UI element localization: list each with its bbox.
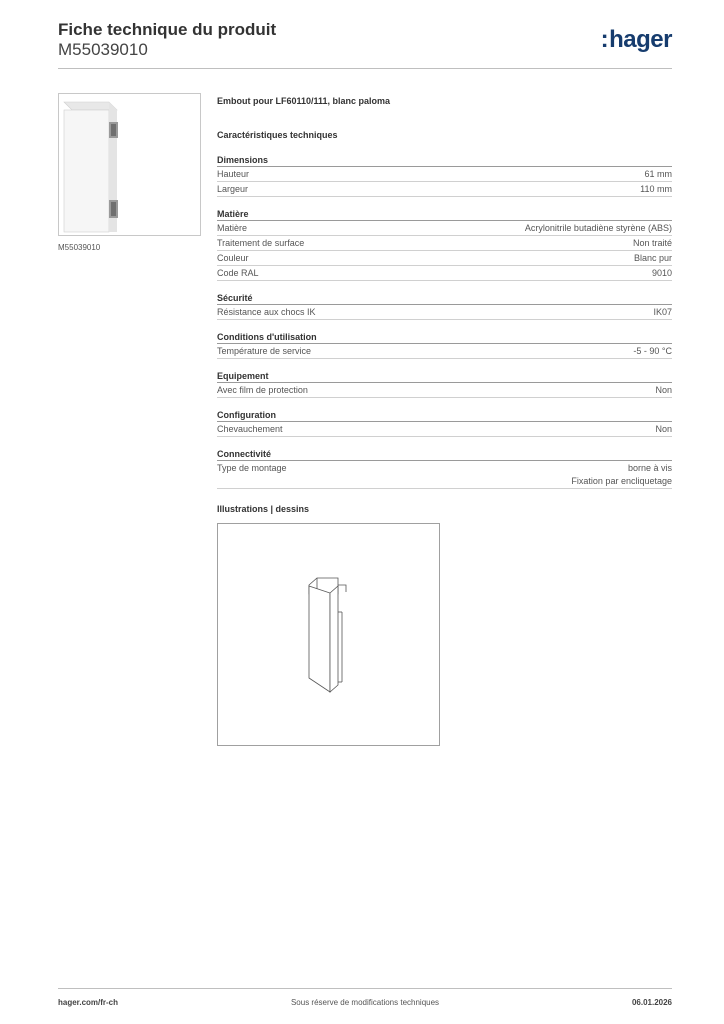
spec-label: Traitement de surface xyxy=(217,238,305,248)
spec-content xyxy=(217,96,672,489)
section-title: Conditions d'utilisation xyxy=(217,331,672,344)
spec-value-line: Non xyxy=(655,385,672,395)
end-cap-thumbnail-icon xyxy=(59,94,200,235)
spec-row xyxy=(217,305,672,320)
footer-website-link[interactable]: hager.com/fr-ch xyxy=(58,998,119,1007)
spec-value-line: borne à vis xyxy=(627,463,672,473)
spec-value-line: Fixation par encliquetage xyxy=(571,476,672,486)
footer-disclaimer: Sous réserve de modifications techniques xyxy=(290,998,440,1007)
spec-row xyxy=(217,236,672,251)
spec-value-line: 110 mm xyxy=(640,184,672,194)
header-divider xyxy=(58,68,672,69)
thumbnail-caption: M55039010 xyxy=(58,243,101,252)
spec-section xyxy=(217,448,672,489)
spec-value-line: IK07 xyxy=(653,307,672,317)
section-title: Sécurité xyxy=(217,292,672,305)
spec-section xyxy=(217,154,672,197)
spec-value xyxy=(633,237,672,250)
spec-value-line: Blanc pur xyxy=(633,253,672,263)
spec-label: Avec film de protection xyxy=(217,385,308,395)
spec-value-line: Non traité xyxy=(632,238,672,248)
spec-value-line: Acrylonitrile butadiène styrène (ABS) xyxy=(524,223,672,233)
spec-row xyxy=(217,422,672,437)
spec-section xyxy=(217,409,672,437)
spec-value xyxy=(653,306,672,319)
spec-row xyxy=(217,182,672,197)
spec-label: Matière xyxy=(217,223,248,233)
spec-value xyxy=(652,267,672,280)
spec-value xyxy=(640,183,672,196)
spec-section xyxy=(217,331,672,359)
spec-section xyxy=(217,370,672,398)
spec-value xyxy=(525,222,672,235)
spec-label: Couleur xyxy=(217,253,249,263)
spec-value xyxy=(634,252,672,265)
spec-value-line: 61 mm xyxy=(644,169,672,179)
spec-row xyxy=(217,221,672,236)
spec-row xyxy=(217,251,672,266)
spec-sections xyxy=(217,154,672,489)
spec-value-line: 9010 xyxy=(651,268,672,278)
spec-label: Chevauchement xyxy=(217,424,283,434)
spec-value-line: Non xyxy=(655,424,672,434)
spec-row xyxy=(217,344,672,359)
spec-label: Code RAL xyxy=(217,268,259,278)
spec-label: Hauteur xyxy=(217,169,250,179)
product-reference: M55039010 xyxy=(58,40,148,59)
spec-value xyxy=(633,345,672,358)
spec-row xyxy=(217,461,672,489)
footer-divider xyxy=(58,988,672,989)
section-title: Matière xyxy=(217,208,672,221)
footer-date: 06.01.2026 xyxy=(631,998,672,1007)
spec-row xyxy=(217,383,672,398)
tech-characteristics-title: Caractéristiques techniques xyxy=(217,130,338,140)
illustrations-title: Illustrations | dessins xyxy=(217,504,310,514)
spec-value xyxy=(571,462,672,488)
spec-row xyxy=(217,266,672,281)
product-thumbnail xyxy=(58,93,201,236)
spec-value-line: -5 - 90 °C xyxy=(633,346,672,356)
spec-value xyxy=(655,423,672,436)
spec-label: Type de montage xyxy=(217,463,287,473)
spec-label: Température de service xyxy=(217,346,312,356)
section-title: Dimensions xyxy=(217,154,672,167)
page-title: Fiche technique du produit xyxy=(58,20,277,39)
page-header xyxy=(58,20,672,60)
end-cap-drawing-icon xyxy=(218,524,439,745)
spec-section xyxy=(217,208,672,281)
section-title: Configuration xyxy=(217,409,672,422)
spec-value xyxy=(644,168,672,181)
section-title: Connectivité xyxy=(217,448,672,461)
spec-row xyxy=(217,167,672,182)
logo-text: hager xyxy=(609,26,672,53)
logo-colon-icon: : xyxy=(600,26,609,53)
spec-value xyxy=(655,384,672,397)
section-title: Equipement xyxy=(217,370,672,383)
spec-section xyxy=(217,292,672,320)
spec-label: Largeur xyxy=(217,184,249,194)
spec-label: Résistance aux chocs IK xyxy=(217,307,316,317)
product-name: Embout pour LF60110/111, blanc paloma xyxy=(217,96,391,106)
illustration-drawing xyxy=(217,523,440,746)
hager-logo[interactable] xyxy=(601,26,672,54)
